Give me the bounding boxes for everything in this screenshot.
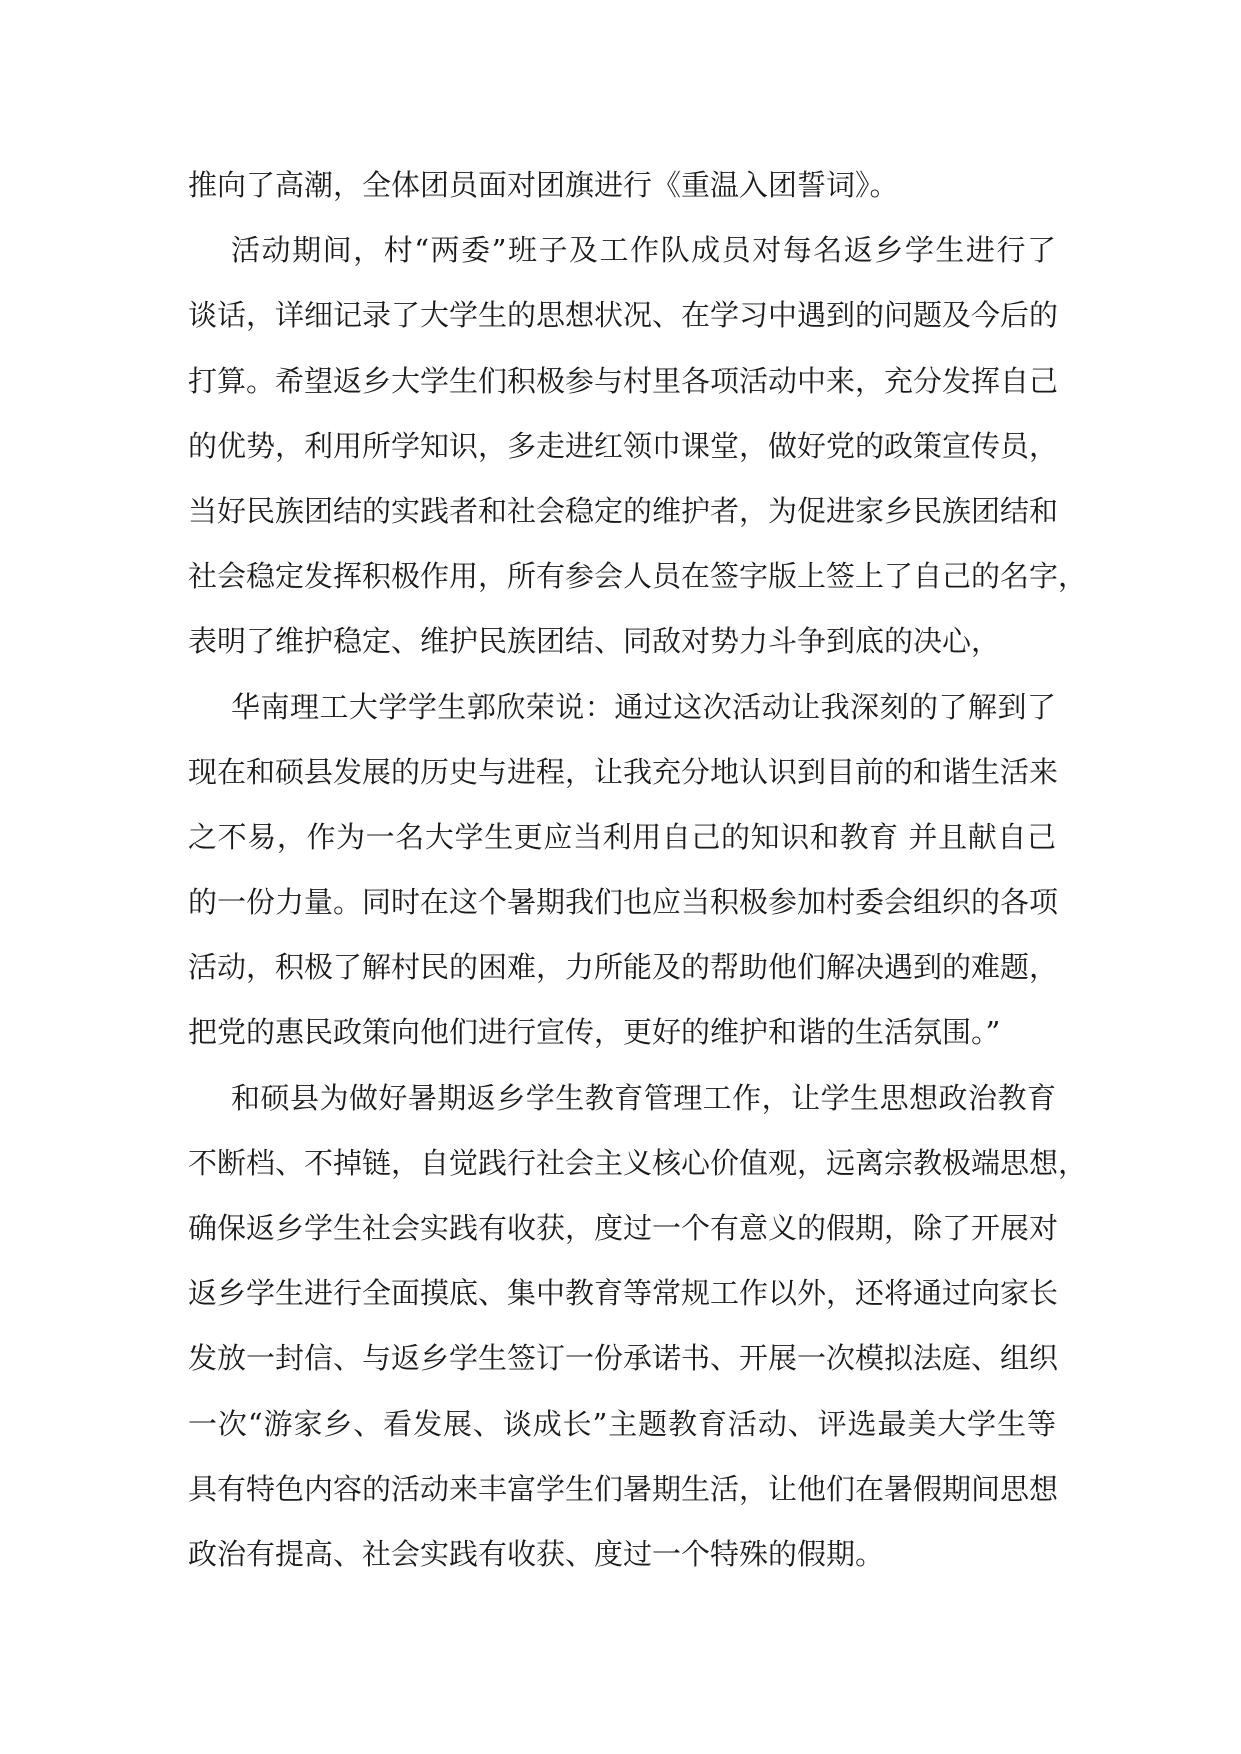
- text-line: 的优势，利用所学知识，多走进红领巾课堂，做好党的政策宣传员，: [188, 428, 1059, 463]
- text-line: 不断档、不掉链，自觉践行社会主义核心价值观，远离宗教极端思想，: [188, 1145, 1088, 1180]
- text-line: 政治有提高、社会实践有收获、度过一个特殊的假期。: [188, 1536, 885, 1571]
- text-line: 谈话，详细记录了大学生的思想状况、在学习中遇到的问题及今后的: [188, 298, 1059, 333]
- text-line: 一次“游家乡、看发展、谈成长”主题教育活动、评选最美大学生等: [188, 1406, 1056, 1441]
- text-line: 的一份力量。同时在这个暑期我们也应当积极参加村委会组织的各项: [188, 885, 1059, 920]
- text-line: 之不易，作为一名大学生更应当利用自己的知识和教育 并且献自己: [188, 819, 1056, 854]
- text-line: 和硕县为做好暑期返乡学生教育管理工作，让学生思想政治教育: [231, 1080, 1056, 1115]
- paragraph: [188, 153, 1056, 218]
- text-line: 打算。希望返乡大学生们积极参与村里各项活动中来，充分发挥自己: [188, 363, 1059, 398]
- paragraph: [188, 1066, 1088, 1588]
- paragraph: [188, 218, 1088, 674]
- text-line: 推向了高潮，全体团员面对团旗进行《重温入团誓词》。: [188, 168, 899, 202]
- paragraph: [188, 675, 1059, 1066]
- text-line: 表明了维护稳定、维护民族团结、同敌对势力斗争到底的决心，: [188, 624, 1001, 659]
- document-body: [188, 153, 1088, 1587]
- text-line: 发放一封信、与返乡学生签订一份承诺书、开展一次模拟法庭、组织: [188, 1341, 1059, 1376]
- text-line: 活动期间，村“两委”班子及工作队成员对每名返乡学生进行了: [231, 233, 1056, 268]
- text-line: 当好民族团结的实践者和社会稳定的维护者，为促进家乡民族团结和: [188, 493, 1059, 528]
- text-line: 现在和硕县发展的历史与进程，让我充分地认识到目前的和谐生活来: [188, 754, 1059, 789]
- text-line: 具有特色内容的活动来丰富学生们暑期生活，让他们在暑假期间思想: [188, 1471, 1059, 1506]
- text-line: 活动，积极了解村民的困难，力所能及的帮助他们解决遇到的难题，: [188, 950, 1059, 985]
- text-line: 华南理工大学学生郭欣荣说：通过这次活动让我深刻的了解到了: [231, 689, 1056, 724]
- text-line: 把党的惠民政策向他们进行宣传，更好的维护和谐的生活氛围。”: [188, 1015, 1001, 1050]
- text-line: 确保返乡学生社会实践有收获，度过一个有意义的假期，除了开展对: [188, 1211, 1059, 1245]
- text-line: 返乡学生进行全面摸底、集中教育等常规工作以外，还将通过向家长: [188, 1276, 1059, 1311]
- text-line: 社会稳定发挥积极作用，所有参会人员在签字版上签上了自己的名字，: [188, 559, 1088, 594]
